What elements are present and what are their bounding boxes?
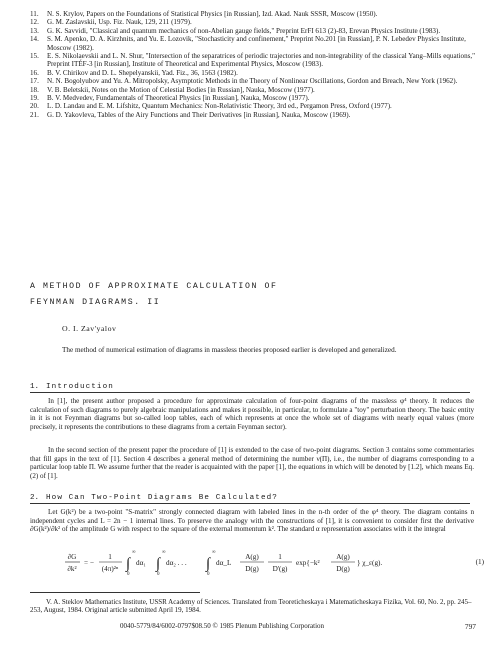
intro-paragraph-1: In [1], the present author proposed a procedure for approximate calculation of four-point diagrams of the massless φ⁴ theory. It reduces the calculation of such diagrams to purely algebraic manipulations and makes it possible, in particular, to formulate a "toy" perturbation theory. The basic entity in it is not Feynman diagrams but so-called loop tables, each of which represents at once the whole set of diagrams with nearly equal values (more precisely, it represents the contributions to these diagrams from a certain Feynman sector). (30, 397, 474, 432)
reference-number: 15. (30, 52, 39, 61)
reference-item (30, 102, 480, 110)
reference-text: B. V. Chirikov and D. L. Shepelyanskii, Yad. Fiz., 36, 1563 (1982). (47, 68, 238, 77)
section-title: How Can Two-Point Diagrams Be Calculated? (46, 494, 278, 502)
article-title-line-2: FEYNMAN DIAGRAMS. II (30, 298, 161, 307)
section-heading-two-point (30, 494, 470, 504)
int1-lower: 0 (127, 572, 130, 577)
reference-item (30, 94, 480, 102)
differential-1: dα₁ (136, 559, 146, 567)
reference-number: 20. (30, 102, 39, 111)
coeff-denominator: (4π)²ⁿ (101, 565, 119, 573)
reference-text: G. M. Zaslavskii, Usp. Fiz. Nauk, 129, 211 (1979). (47, 18, 192, 27)
factor2-denominator: D'(g) (272, 565, 288, 573)
reference-item (30, 86, 480, 94)
reference-item (30, 27, 480, 35)
lhs-numerator: ∂G (67, 553, 77, 561)
reference-number: 14. (30, 35, 39, 44)
equation-1 (64, 544, 484, 584)
int2-upper: ∞ (162, 550, 166, 555)
reference-number: 13. (30, 26, 39, 35)
reference-number: 11. (30, 10, 39, 18)
footnote-divider (30, 592, 200, 593)
abstract: The method of numerical estimation of diagrams in massless theories proposed earlier is developed and generalized. (62, 346, 397, 354)
lhs-denominator: ∂k² (67, 565, 77, 573)
reference-number: 12. (30, 18, 39, 27)
differential-2: dα₂ . . . (166, 559, 187, 567)
footnote: V. A. Steklov Mathematics Institute, USSR Academy of Sciences. Translated from Teoreticheskaya i Matematicheskaya Fizika, Vol. 60, No. 2, pp. 245–253, August, 1984. Original article submitted April 19, 1984. (30, 598, 472, 615)
equals-sign: = − (84, 559, 94, 567)
int2-lower: 0 (157, 572, 160, 577)
reference-list (30, 10, 480, 119)
reference-item (30, 10, 480, 18)
factor1-numerator: A(g) (245, 553, 259, 561)
reference-text: N. N. Bogolyubov and Yu. A. Mitropolsky, Asymptotic Methods in the Theory of Nonlinear Oscillations, Gordon and Breach, New York (1962). (47, 77, 458, 86)
reference-text: B. V. Medvedev, Fundamentals of Theoretical Physics [in Russian], Nauka, Moscow (1977). (47, 94, 310, 103)
reference-text: E. S. Nikolaevskii and L. N. Shur, "Intersection of the separatrices of periodic trajectories and non-integrability of the classical Yang–Mills equations," Preprint ITÉF-3 [in Russian], Institute of Theoretical and Experimental Physics, Moscow (1983). (47, 52, 476, 69)
reference-item (30, 18, 480, 26)
section2-paragraph-1: Let G(k²) be a two-point "S-matrix" strongly connected diagram with labeled lines in the n-th order of the φ⁴ theory. The diagram contains n independent cycles and L = 2n − 1 internal lines. To preserve the analogy with the constructions of [1], it is convenient to consider first the derivative ∂G(k²)/∂k² of the amplitude G with respect to the square of the external momentum k². The standard α representation associates with it the integral (30, 508, 474, 534)
reference-item (30, 69, 480, 77)
section-number: 1. (30, 383, 40, 391)
author: O. I. Zav'yalov (62, 324, 117, 333)
reference-text: V. B. Beletskii, Notes on the Motion of Celestial Bodies [in Russian], Nauka, Moscow (1977). (47, 85, 315, 94)
equation-number: (1) (475, 558, 484, 566)
integral-sign-1: ∫ (126, 556, 131, 572)
reference-text: S. M. Apenko, D. A. Kirzhnits, and Yu. E. Lozovik, "Stochasticity and confinement," Preprint No.201 [in Russian], P. N. Lebedev Physics Institute, Moscow (1982). (47, 35, 466, 52)
reference-number: 19. (30, 94, 39, 103)
int1-upper: ∞ (132, 550, 136, 555)
factor1-denominator: D(g) (245, 565, 259, 573)
reference-item (30, 77, 480, 85)
factor2-numerator: 1 (278, 553, 282, 561)
factor3-numerator: A(g) (336, 553, 350, 561)
equation-tail: } χ_ε(g). (357, 559, 383, 567)
reference-text: G. D. Yakovleva, Tables of the Airy Functions and Their Derivatives [in Russian], Nauka, Moscow (1969). (47, 110, 351, 119)
reference-item (30, 52, 480, 69)
reference-number: 21. (30, 110, 39, 119)
int3-upper: ∞ (212, 550, 216, 555)
factor3-denominator: D(g) (336, 565, 350, 573)
article-title-line-1: A METHOD OF APPROXIMATE CALCULATION OF (30, 282, 278, 291)
reference-item (30, 111, 480, 119)
reference-number: 16. (30, 68, 39, 77)
integral-sign-3: ∫ (206, 556, 211, 572)
section-title: Introduction (46, 383, 114, 391)
integral-sign-2: ∫ (156, 556, 161, 572)
reference-text: L. D. Landau and E. M. Lifshitz, Quantum Mechanics: Non-Relativistic Theory, 3rd ed., Pergamon Press, Oxford (1977). (47, 102, 392, 111)
reference-number: 18. (30, 85, 39, 94)
coeff-numerator: 1 (108, 553, 112, 561)
reference-text: N. S. Krylov, Papers on the Foundations of Statistical Physics [in Russian], Izd. Akad. Nauk SSSR, Moscow (1950). (47, 10, 378, 18)
reference-item (30, 35, 480, 52)
section-number: 2. (30, 494, 40, 502)
equation-graphic (64, 544, 444, 584)
intro-paragraph-2: In the second section of the present paper the procedure of [1] is extended to the case of two-point diagrams. Section 3 contains some commentaries that fill gaps in the text of [1]. Section 4 describes a general method of determining the number ν(Π), i.e., the number of diagrams corresponding to a particular loop table Π. We assume further that the reader is acquainted with the paper [1], the equations in which will be denoted by [1.2], which means Eq. (2) of [1]. (30, 446, 474, 481)
publication-code: 0040-5779/84/6002-0797$08.50 © 1985 Plenum Publishing Corporation (120, 622, 325, 630)
section-heading-introduction (30, 383, 470, 393)
differential-3: dα_L (216, 559, 232, 567)
reference-number: 17. (30, 77, 39, 86)
reference-text: G. K. Savvidi, "Classical and quantum mechanics of non-Abelian gauge fields," Preprint ErFI 613 (2)-83, Erevan Physics Institute (1983). (47, 26, 441, 35)
exponential: exp{−k² (296, 559, 320, 567)
int3-lower: 0 (207, 572, 210, 577)
page-number: 797 (464, 622, 476, 631)
